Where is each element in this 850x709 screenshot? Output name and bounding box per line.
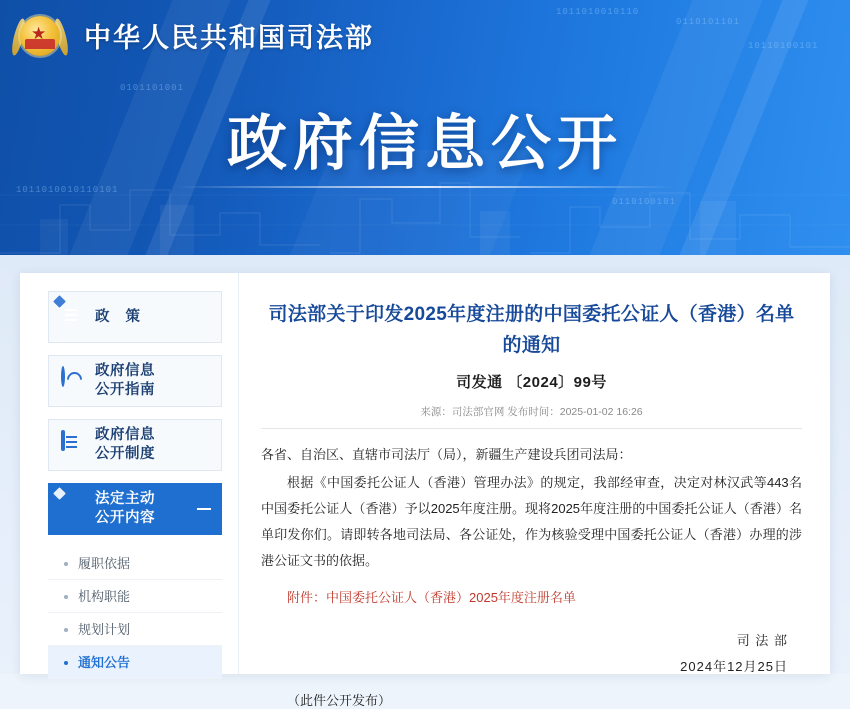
sidebar-sub-list [48,547,222,679]
sidebar [20,273,238,674]
content-card [20,273,830,708]
binary-text: 0110101101 [676,17,741,27]
compass-icon [61,368,85,394]
sign-date: 2024年12月25日 [680,659,788,674]
minus-icon[interactable] [197,508,211,510]
article-attachment-link[interactable]: 附件：中国委托公证人（香港）2025年度注册名单 [287,590,576,605]
sidebar-item-label: 政府信息 公开制度 [95,427,155,462]
content-area [0,255,850,708]
hero-banner [0,0,850,255]
binary-text: 0101101001 [120,83,185,93]
sidebar-subitem-label: 规划计划 [78,622,131,637]
sidebar-item-label: 法定主动 公开内容 [95,491,155,526]
sidebar-item-disclosure-guide[interactable] [48,355,222,407]
sidebar-item-disclosure-system[interactable] [48,419,222,471]
national-emblem-icon: ★ [14,12,70,64]
sidebar-item-label: 政策 [95,308,141,325]
sidebar-item-statutory-disclosure[interactable] [48,483,222,535]
sidebar-subitem-plans[interactable] [48,613,222,646]
sidebar-subitem-announcements[interactable] [48,646,222,679]
page-headline: 政府信息公开 [227,110,623,177]
sidebar-item-policy[interactable] [48,291,222,343]
signer-name: 司 法 部 [736,633,788,648]
article-title: 司法部关于印发2025年度注册的中国委托公证人（香港）名单的通知 [268,304,795,356]
article-meta: 来源：司法部官网 发布时间：2025-01-02 16:26 [261,404,802,429]
binary-text: 10110100101 [748,41,819,51]
sidebar-subitem-label: 履职依据 [78,556,131,571]
article-salutation: 各省、自治区、直辖市司法厅（局），新疆生产建设兵团司法局： [261,447,632,462]
publish-note: （此件公开发布） [287,693,392,708]
sidebar-subitem-duties-basis[interactable] [48,547,222,580]
article-paragraph: 根据《中国委托公证人（香港）管理办法》的规定，我部经审查，决定对林汉武等443名中国委托公证人（香港）予以2025年度注册。现将2025年度注册的中国委托公证人（香港）名单印发你们。请即转各地司法局、各公证处，作为核验受理中国委托公证人（香港）办理的涉港公证文书的依据。 [261,475,802,568]
sidebar-item-label: 政府信息 公开指南 [95,363,155,398]
article-signature [261,628,802,680]
document-icon [61,304,85,330]
document-icon [61,496,85,522]
book-icon [61,432,85,458]
article-body [261,442,802,574]
sidebar-subitem-institutional-functions[interactable] [48,580,222,613]
binary-text: 0110100101 [612,197,677,207]
article [238,273,830,708]
article-document-number: 司发通 〔2024〕99号 [456,374,607,391]
sidebar-subitem-label: 通知公告 [78,655,131,670]
binary-text: 1011010010110101 [16,185,119,195]
sidebar-subitem-label: 机构职能 [78,589,131,604]
site-title: 中华人民共和国司法部 [84,23,374,53]
binary-text: 1011010010110 [556,7,640,17]
headline-divider [175,186,675,188]
